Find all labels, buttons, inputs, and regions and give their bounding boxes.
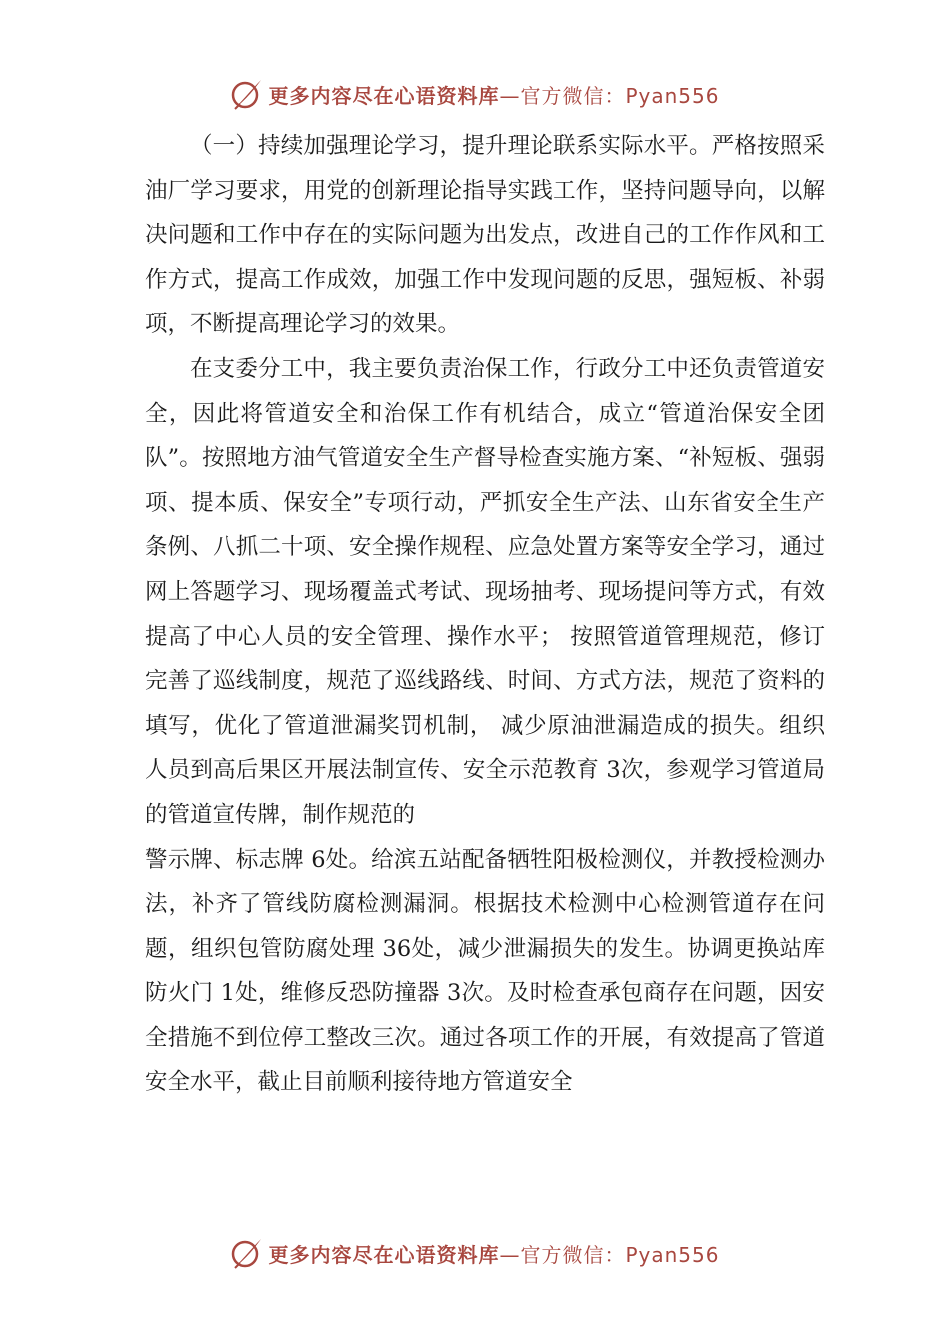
banner-text: [268, 80, 719, 109]
banner-brand-text: 更多内容尽在心语资料库: [268, 83, 500, 108]
feather-pen-logo-icon: [230, 77, 264, 111]
banner-separator: —: [499, 83, 521, 108]
paragraph: （一）持续加强理论学习，提升理论联系实际水平。严格按照采油厂学习要求，用党的创新理论指导实践工作，坚持问题导向，以解决问题和工作中存在的实际问题为出发点，改进自己的工作作风和工作方式，提高工作成效，加强工作中发现问题的反思，强短板、补弱项，不断提高理论学习的效果。: [145, 133, 825, 338]
banner-text: [268, 1239, 719, 1268]
paragraph-continued: 警示牌、标志牌 6处。给滨五站配备牺牲阳极检测仪，并教授检测办法，补齐了管线防腐检测漏洞。根据技术检测中心检测管道存在问题，组织包管防腐处理 36处，减少泄漏损失的发生。协调更换站库防火门 1处，维修反恐防撞器 3次。及时检查承包商存在问题，因安全措施不到位停工整改三次。通过各项工作的开展，有效提高了管道安全水平，截止目前顺利接待地方管道安全: [145, 846, 825, 1096]
feather-pen-logo-icon: [230, 1236, 264, 1270]
header-banner: [0, 72, 950, 116]
banner-wechat-text: 官方微信：Pyan556: [520, 1242, 720, 1267]
banner-wechat-text: 官方微信：Pyan556: [520, 83, 720, 108]
banner-brand-text: 更多内容尽在心语资料库: [268, 1242, 500, 1267]
banner-separator: —: [499, 1242, 521, 1267]
footer-banner: [0, 1231, 950, 1275]
paragraph: 在支委分工中，我主要负责治保工作，行政分工中还负责管道安全，因此将管道安全和治保工作有机结合，成立“管道治保安全团队”。按照地方油气管道安全生产督导检查实施方案、“补短板、强弱项、提本质、保安全”专项行动，严抓安全生产法、山东省安全生产条例、八抓二十项、安全操作规程、应急处置方案等安全学习，通过网上答题学习、现场覆盖式考试、现场抽考、现场提问等方式，有效提高了中心人员的安全管理、操作水平； 按照管道管理规范，修订完善了巡线制度，规范了巡线路线、时间、方式方法，规范了资料的填写，优化了管道泄漏奖罚机制， 减少原油泄漏造成的损失。组织人员到高后果区开展法制宣传、安全示范教育 3次，参观学习管道局的管道宣传牌，制作规范的: [145, 355, 825, 828]
document-body: [145, 124, 825, 1105]
